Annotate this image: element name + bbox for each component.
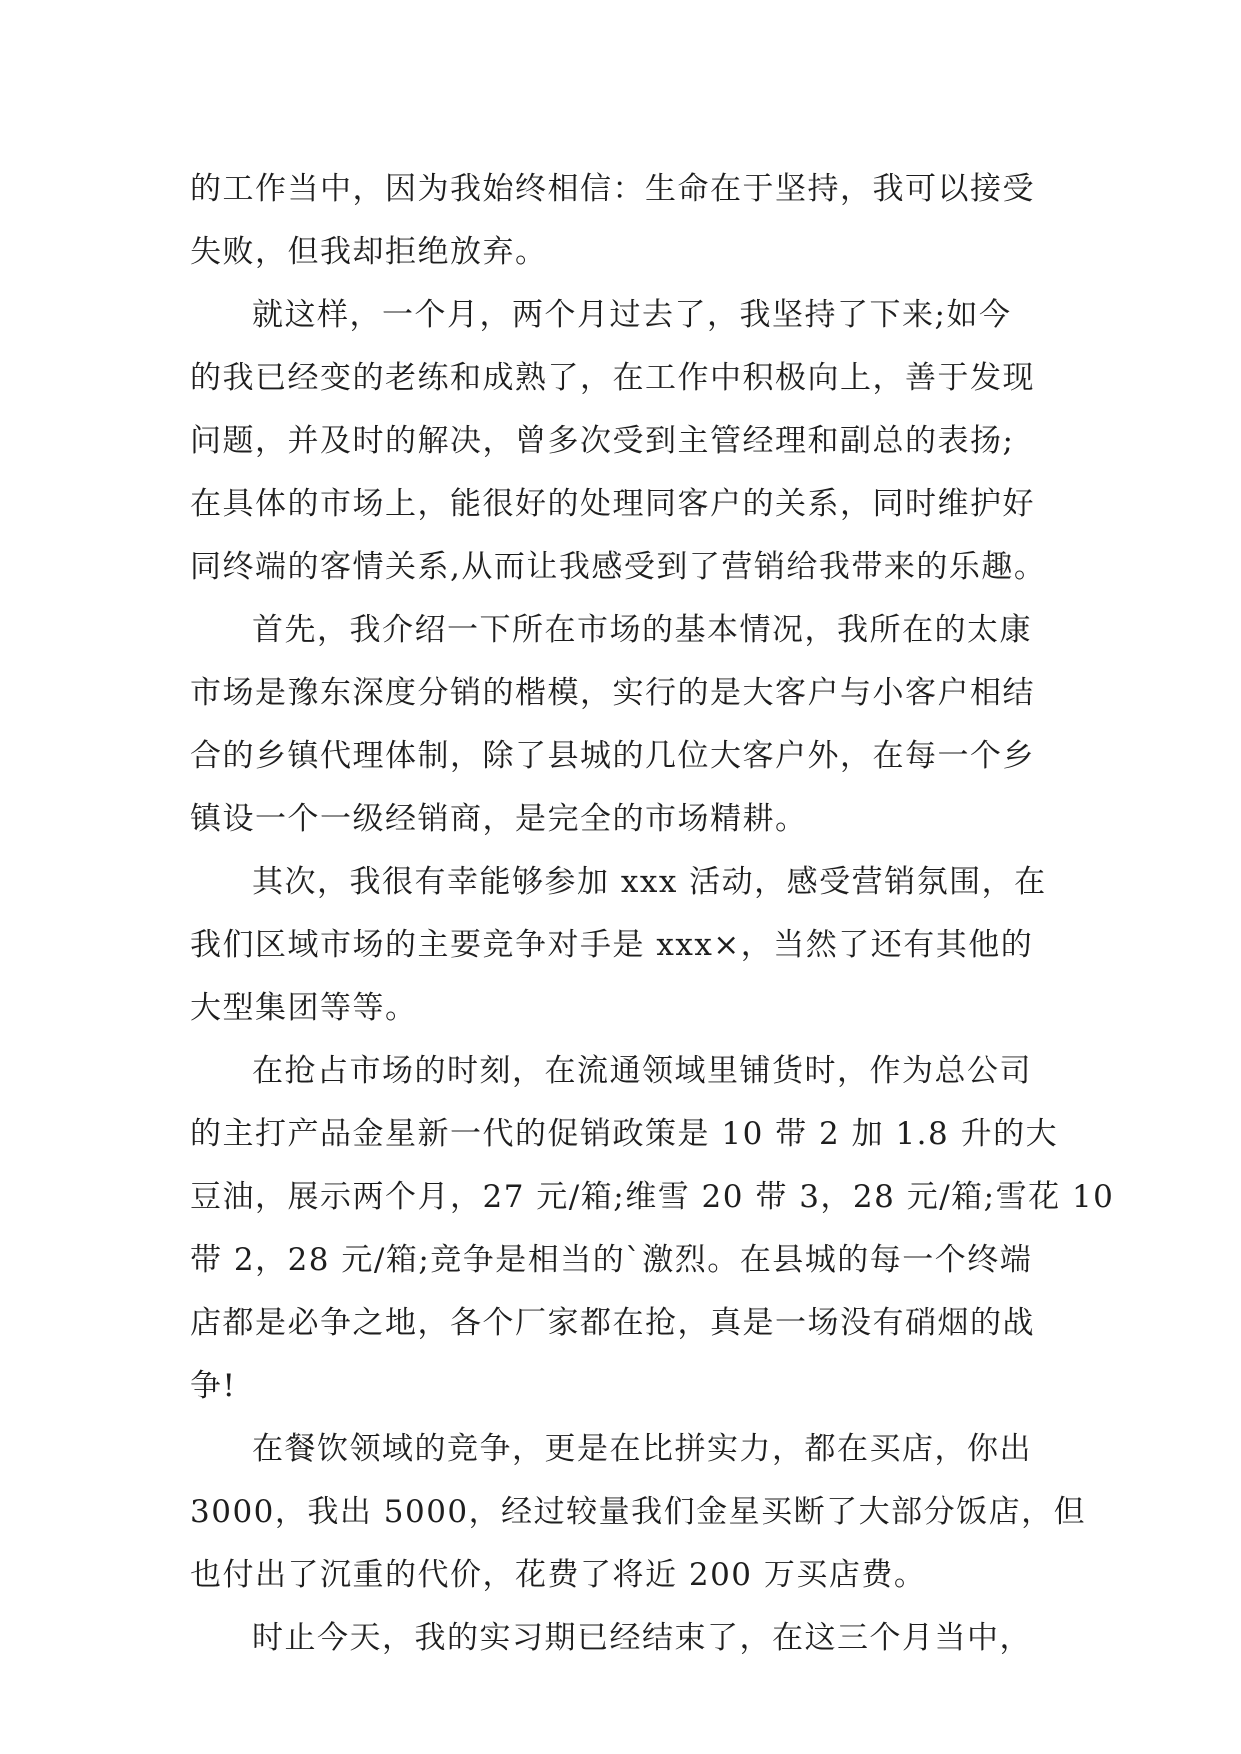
paragraph — [190, 851, 1062, 1040]
paragraph — [190, 1607, 1062, 1670]
paragraph-line: 问题，并及时的解决，曾多次受到主管经理和副总的表扬; — [190, 423, 1015, 459]
paragraph — [190, 1040, 1115, 1418]
paragraph-line: 的工作当中，因为我始终相信：生命在于坚持，我可以接受 — [190, 171, 1035, 207]
paragraph-line: 首先，我介绍一下所在市场的基本情况，我所在的太康 — [252, 612, 1032, 648]
paragraph-line: 合的乡镇代理体制，除了县城的几位大客户外，在每一个乡 — [190, 738, 1035, 774]
paragraph — [190, 1418, 1087, 1607]
paragraph-line: 的我已经变的老练和成熟了，在工作中积极向上，善于发现 — [190, 360, 1035, 396]
paragraph-line: 同终端的客情关系,从而让我感受到了营销给我带来的乐趣。 — [190, 549, 1047, 585]
paragraph-line: 店都是必争之地，各个厂家都在抢，真是一场没有硝烟的战 — [190, 1305, 1035, 1341]
paragraph-line: 争! — [190, 1368, 237, 1404]
paragraph-line: 的主打产品金星新一代的促销政策是 10 带 2 加 1.8 升的大 — [190, 1116, 1059, 1152]
paragraph-line: 也付出了沉重的代价，花费了将近 200 万买店费。 — [190, 1557, 927, 1593]
paragraph-line: 镇设一个一级经销商，是完全的市场精耕。 — [190, 801, 808, 837]
paragraph-line: 在餐饮领域的竞争，更是在比拼实力，都在买店，你出 — [252, 1431, 1032, 1467]
paragraph-line: 在抢占市场的时刻，在流通领域里铺货时，作为总公司 — [252, 1053, 1032, 1089]
paragraph-line: 豆油，展示两个月，27 元/箱;维雪 20 带 3，28 元/箱;雪花 10 — [190, 1179, 1115, 1215]
paragraph-line: 市场是豫东深度分销的楷模，实行的是大客户与小客户相结 — [190, 675, 1035, 711]
paragraph-line: 大型集团等等。 — [190, 990, 418, 1026]
paragraph-line: 失败，但我却拒绝放弃。 — [190, 234, 548, 270]
paragraph-line: 就这样，一个月，两个月过去了，我坚持了下来;如今 — [252, 297, 1012, 333]
paragraph-line: 3000，我出 5000，经过较量我们金星买断了大部分饭店，但 — [190, 1494, 1087, 1530]
paragraph-line: 时止今天，我的实习期已经结束了，在这三个月当中， — [252, 1620, 1032, 1656]
body-text — [190, 158, 1115, 1670]
paragraph — [190, 599, 1062, 851]
paragraph-line: 在具体的市场上，能很好的处理同客户的关系，同时维护好 — [190, 486, 1035, 522]
paragraph-line: 我们区域市场的主要竞争对手是 xxx×，当然了还有其他的 — [190, 927, 1034, 963]
paragraph — [190, 284, 1062, 599]
paragraph-line: 带 2，28 元/箱;竞争是相当的`激烈。在县城的每一个终端 — [190, 1242, 1033, 1278]
paragraph-line: 其次，我很有幸能够参加 xxx 活动，感受营销氛围，在 — [252, 864, 1047, 900]
paragraph — [190, 158, 1062, 284]
